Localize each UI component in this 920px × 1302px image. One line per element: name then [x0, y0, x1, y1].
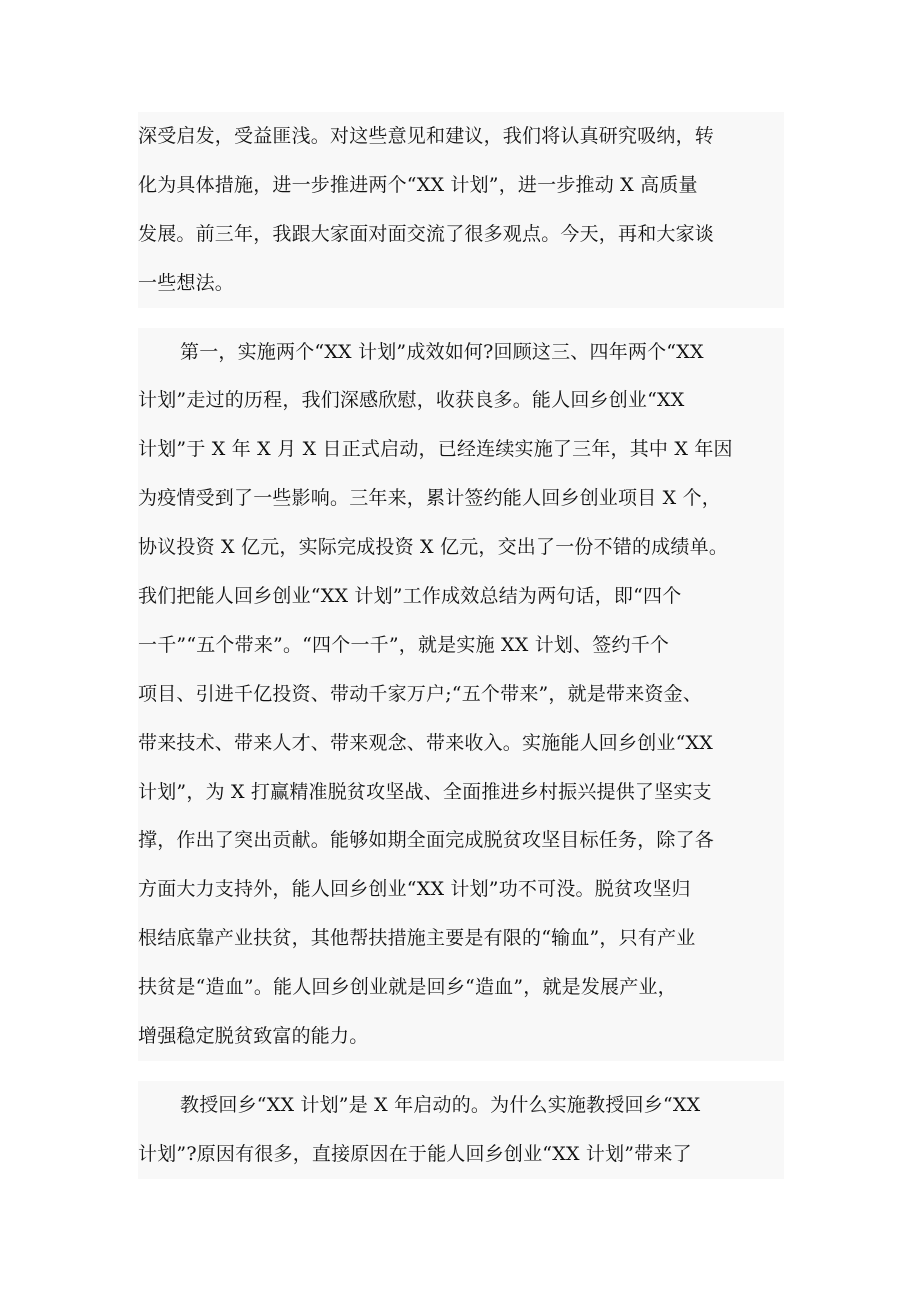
- text-line: 我们把能人回乡创业“XX 计划”工作成效总结为两句话，即“四个: [138, 585, 682, 608]
- text-line: 扶贫是“造血”。能人回乡创业就是回乡“造血”，就是发展产业，: [138, 976, 677, 999]
- text-line: 根结底靠产业扶贫，其他帮扶措施主要是有限的“输血”，只有产业: [138, 927, 696, 950]
- body-text: [138, 112, 784, 1179]
- text-line: 为疫情受到了一些影响。三年来，累计签约能人回乡创业项目 X 个，: [138, 487, 722, 510]
- paragraph-3: [138, 1081, 784, 1179]
- text-line: 教授回乡“XX 计划”是 X 年启动的。为什么实施教授回乡“XX: [180, 1093, 701, 1116]
- text-line: 项目、引进千亿投资、带动千家万户;“五个带来”，就是带来资金、: [138, 682, 703, 705]
- text-line: 第一，实施两个“XX 计划”成效如何?回顾这三、四年两个“XX: [180, 340, 704, 363]
- text-line: 计划”走过的历程，我们深感欣慰，收获良多。能人回乡创业“XX: [138, 389, 685, 412]
- text-line: 计划”?原因有很多，直接原因在于能人回乡创业“XX 计划”带来了: [138, 1142, 692, 1165]
- text-line: 方面大力支持外，能人回乡创业“XX 计划”功不可没。脱贫攻坚归: [138, 878, 691, 901]
- text-line: 撑，作出了突出贡献。能够如期全面完成脱贫攻坚目标任务，除了各: [138, 829, 715, 852]
- text-line: 计划”，为 X 打赢精准脱贫攻坚战、全面推进乡村振兴提供了坚实支: [138, 780, 712, 803]
- text-line: 计划”于 X 年 X 月 X 日正式启动，已经连续实施了三年，其中 X 年因: [138, 438, 733, 461]
- text-line: 一千”“五个带来”。“四个一千”，就是实施 XX 计划、签约千个: [138, 633, 670, 656]
- paragraph-1: [138, 112, 784, 308]
- paragraph-2: [138, 328, 784, 1061]
- text-line: 增强稳定脱贫致富的能力。: [138, 1025, 369, 1048]
- text-line: 带来技术、带来人才、带来观念、带来收入。实施能人回乡创业“XX: [138, 731, 713, 754]
- text-line: 化为具体措施，进一步推进两个“XX 计划”，进一步推动 X 高质量: [138, 173, 698, 196]
- paragraph-gap: [138, 308, 784, 328]
- paragraph-gap: [138, 1061, 784, 1081]
- text-line: 一些想法。: [138, 271, 235, 294]
- text-line: 深受启发，受益匪浅。对这些意见和建议，我们将认真研究吸纳，转: [138, 125, 715, 147]
- text-line: 协议投资 X 亿元，实际完成投资 X 亿元，交出了一份不错的成绩单。: [138, 536, 729, 559]
- text-line: 发展。前三年，我跟大家面对面交流了很多观点。今天，再和大家谈: [138, 222, 715, 245]
